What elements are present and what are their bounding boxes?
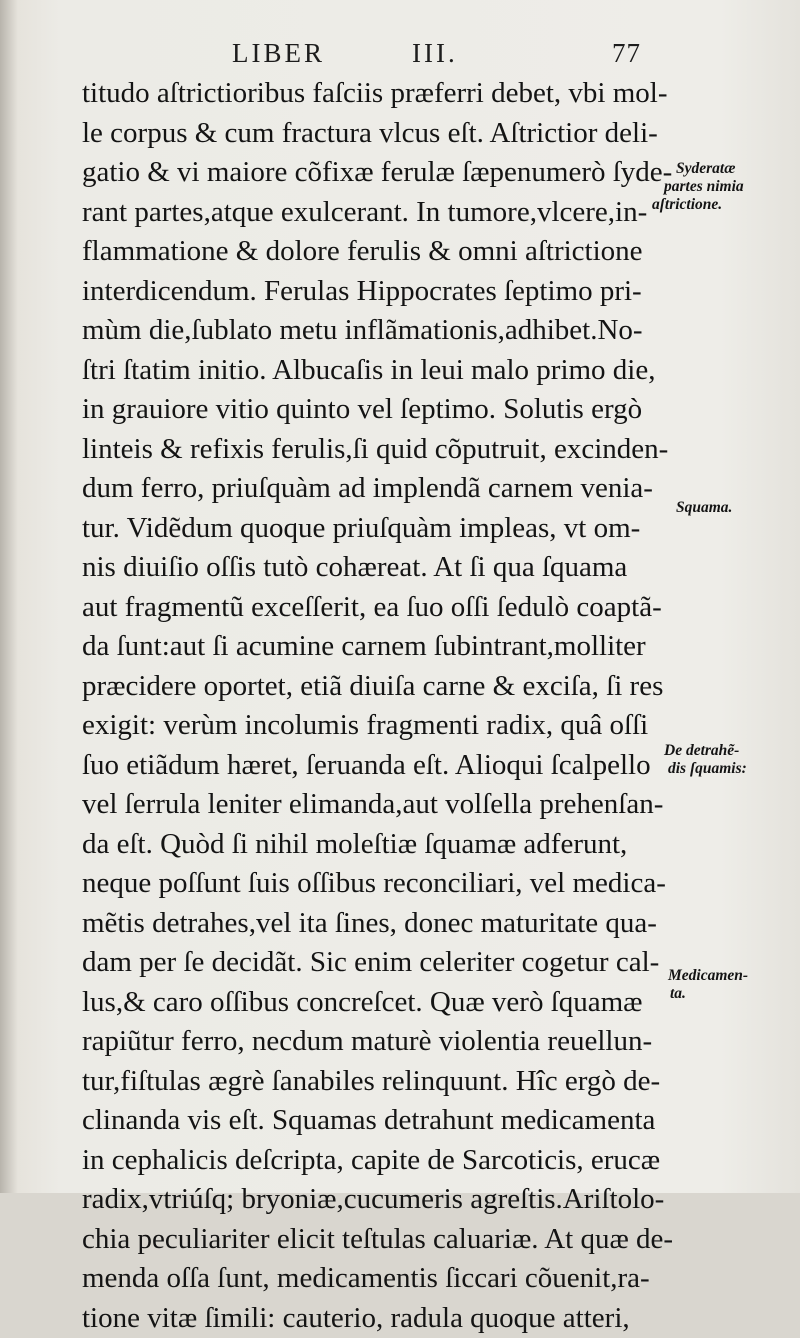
text-line: in cephalicis deſcripta, capite de Sarcoticis, erucæ (82, 1141, 662, 1181)
text-line: lus,& caro oſſibus concreſcet. Quæ verò ſquamæ (82, 983, 662, 1023)
text-line: radix,vtriúſq; bryoniæ,cucumeris agreſtis.Ariſtolo- (82, 1180, 662, 1220)
text-line: in grauiore vitio quinto vel ſeptimo. Solutis ergò (82, 390, 662, 430)
text-line: da ſunt:aut ſi acumine carnem ſubintrant,molliter (82, 627, 662, 667)
margin-note-line: Squama. (676, 499, 732, 517)
text-line: da eſt. Quòd ſi nihil moleſtiæ ſquamæ adferunt, (82, 825, 662, 865)
book-number: III. (412, 38, 458, 69)
margin-note (676, 499, 732, 517)
text-line: aut fragmentũ exceſſerit, ea ſuo oſſi ſedulò coaptã- (82, 588, 662, 628)
text-line: rapiũtur ferro, necdum maturè violentia reuellun- (82, 1022, 662, 1062)
text-line: chia peculiariter elicit teſtulas caluariæ. At quæ de- (82, 1220, 662, 1260)
text-line: exigit: verùm incolumis fragmenti radix, quâ oſſi (82, 706, 662, 746)
margin-note-line: Syderatæ (676, 160, 744, 178)
text-line: le corpus & cum fractura vlcus eſt. Aſtrictior deli- (82, 114, 662, 154)
text-line: ſuo etiãdum hæret, ſeruanda eſt. Alioqui ſcalpello (82, 746, 662, 786)
text-line: clinanda vis eſt. Squamas detrahunt medicamenta (82, 1101, 662, 1141)
margin-note-line: Medicamen- (668, 967, 748, 985)
text-line: interdicendum. Ferulas Hippocrates ſeptimo pri- (82, 272, 662, 312)
text-line: ſtri ſtatim initio. Albucaſis in leui malo primo die, (82, 351, 662, 391)
text-line: tione vitæ ſimili: cauterio, radula quoque atteri, (82, 1299, 662, 1338)
text-line: mẽtis detrahes,vel ita ſines, donec maturitate qua- (82, 904, 662, 944)
margin-note-line: aſtrictione. (652, 196, 744, 214)
text-line: menda oſſa ſunt, medicamentis ſiccari cõuenit,ra- (82, 1259, 662, 1299)
text-line: mùm die,ſublato metu inflãmationis,adhibet.No- (82, 311, 662, 351)
text-line: titudo aſtrictioribus faſciis præferri debet, vbi mol- (82, 74, 662, 114)
text-line: dam per ſe decidãt. Sic enim celeriter cogetur cal- (82, 943, 662, 983)
text-line: flammatione & dolore ferulis & omni aſtrictione (82, 232, 662, 272)
text-line: nis diuiſio oſſis tutò cohæreat. At ſi qua ſquama (82, 548, 662, 588)
margin-note (664, 742, 747, 778)
text-line: vel ſerrula leniter elimanda,aut volſella prehenſan- (82, 785, 662, 825)
margin-note (668, 967, 748, 1003)
running-header (0, 38, 800, 78)
text-line: præcidere oportet, etiã diuiſa carne & exciſa, ſi res (82, 667, 662, 707)
body-text (82, 74, 662, 1338)
text-line: neque poſſunt ſuis oſſibus reconciliari, vel medica- (82, 864, 662, 904)
text-line: tur,fiſtulas ægrè ſanabiles relinquunt. Hîc ergò de- (82, 1062, 662, 1102)
margin-note-line: partes nimia (664, 178, 744, 196)
text-line: tur. Vidẽdum quoque priuſquàm impleas, vt om- (82, 509, 662, 549)
margin-note-line: dis ſquamis: (668, 760, 747, 778)
running-title: LIBER (232, 38, 325, 69)
page-number: 77 (612, 38, 641, 69)
text-line: dum ferro, priuſquàm ad implendã carnem venia- (82, 469, 662, 509)
margin-note (676, 160, 744, 214)
margin-note-line: ta. (670, 985, 748, 1003)
margin-note-line: De detrahẽ- (664, 742, 747, 760)
text-line: rant partes,atque exulcerant. In tumore,vlcere,in- (82, 193, 662, 233)
text-line: linteis & refixis ferulis,ſi quid cõputruit, excinden- (82, 430, 662, 470)
text-line: gatio & vi maiore cõfixæ ferulæ ſæpenumerò ſyde- (82, 153, 662, 193)
